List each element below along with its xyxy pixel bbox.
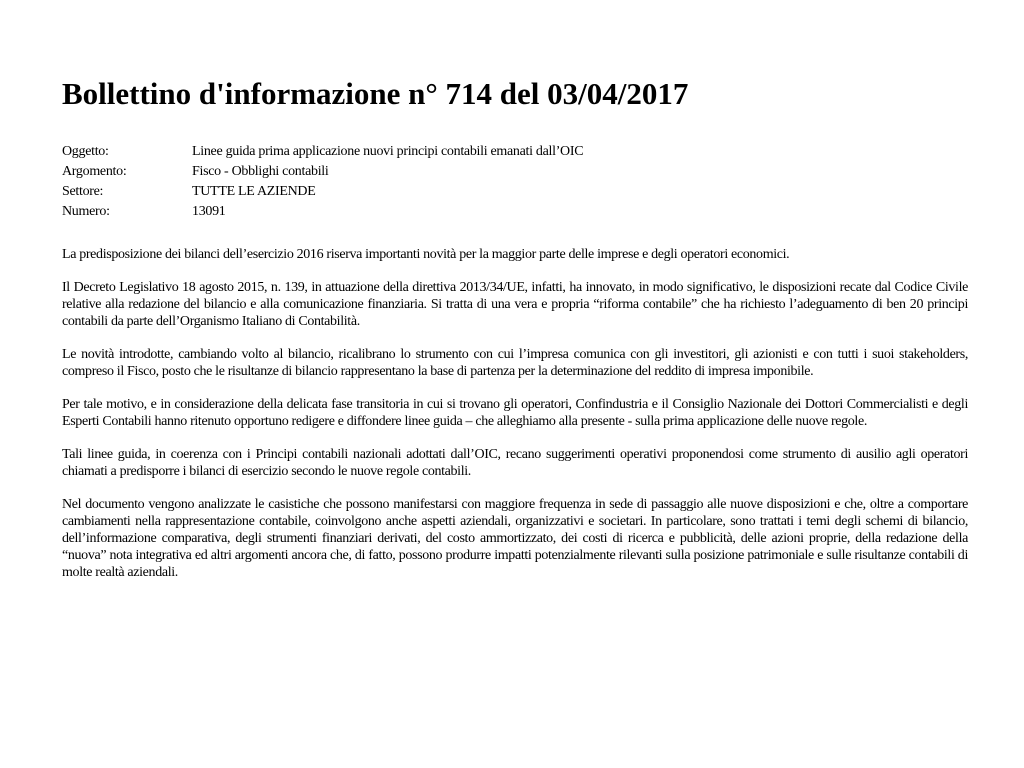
metadata-table — [62, 142, 583, 222]
paragraph: La predisposizione dei bilanci dell’esercizio 2016 riserva importanti novità per la maggior parte delle imprese e degli operatori economici. — [62, 247, 790, 262]
meta-row-settore — [62, 182, 583, 202]
meta-row-argomento — [62, 162, 583, 182]
document-body — [62, 246, 968, 581]
paragraph: Il Decreto Legislativo 18 agosto 2015, n. 139, in attuazione della direttiva 2013/34/UE, infatti, ha innovato, in modo significativo, le disposizioni recate dal Codice Civile relative alla redazione del bilancio e alla comunicazione finanziaria. Si tratta di una vera e propria “riforma contabile” che ha richiesto l’adeguamento di ben 20 principi contabili da parte dell’Organismo Italiano di Contabilità. — [62, 280, 968, 329]
meta-label: Oggetto: — [62, 144, 109, 159]
meta-row-oggetto — [62, 142, 583, 162]
page-title: Bollettino d'informazione n° 714 del 03/04/2017 — [62, 76, 689, 111]
paragraph: Nel documento vengono analizzate le casistiche che possono manifestarsi con maggiore frequenza in sede di passaggio alle nuove disposizioni e che, oltre a comportare cambiamenti nella rappresentazione contabile, coinvolgono anche aspetti aziendali, organizzativi e societari. In particolare, sono trattati i temi degli schemi di bilancio, dell’informazione comparativa, degli strumenti finanziari derivati, del costo ammortizzato, dei costi di ricerca e pubblicità, delle azioni proprie, della redazione della “nuova” nota integrativa ed altri argomenti ancora che, di fatto, possono produrre impatti potenzialmente rilevanti sulla posizione patrimoniale e sulle risultanze contabili di molte realtà aziendali. — [62, 497, 968, 580]
meta-label: Numero: — [62, 204, 110, 219]
paragraph: Per tale motivo, e in considerazione della delicata fase transitoria in cui si trovano gli operatori, Confindustria e il Consiglio Nazionale dei Dottori Commercialisti e degli Esperti Contabili hanno ritenuto opportuno redigere e diffondere linee guida – che alleghiamo alla presente - sulla prima applicazione delle nuove regole. — [62, 397, 968, 429]
meta-value: Fisco - Obblighi contabili — [192, 164, 329, 179]
meta-value: TUTTE LE AZIENDE — [192, 184, 316, 199]
paragraph: Tali linee guida, in coerenza con i Principi contabili nazionali adottati dall’OIC, recano suggerimenti operativi proponendosi come strumento di ausilio agli operatori chiamati a predisporre i bilanci di esercizio secondo le nuove regole contabili. — [62, 447, 968, 479]
meta-value: Linee guida prima applicazione nuovi principi contabili emanati dall’OIC — [192, 144, 584, 159]
meta-row-numero — [62, 202, 583, 222]
meta-label: Argomento: — [62, 164, 127, 179]
meta-value: 13091 — [192, 204, 226, 219]
meta-label: Settore: — [62, 184, 104, 199]
paragraph: Le novità introdotte, cambiando volto al bilancio, ricalibrano lo strumento con cui l’impresa comunica con gli investitori, gli azionisti e con tutti i suoi stakeholders, compreso il Fisco, posto che le risultanze di bilancio rappresentano la base di partenza per la determinazione del reddito di impresa imponibile. — [62, 347, 968, 379]
